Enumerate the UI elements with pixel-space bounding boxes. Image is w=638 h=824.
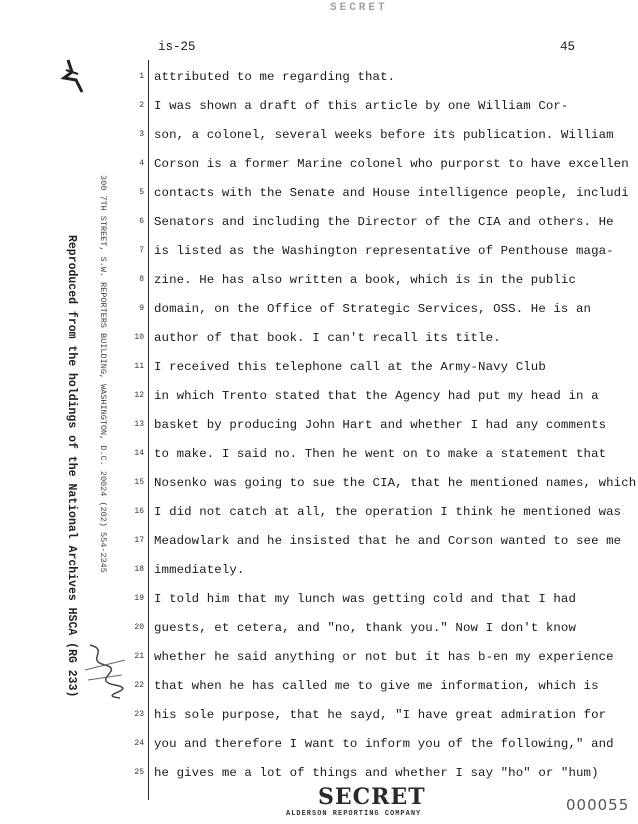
line-number: 8	[139, 275, 144, 284]
transcript-line: domain, on the Office of Strategic Services, OSS. He is an	[154, 302, 592, 316]
transcript-line: I did not catch at all, the operation I think he mentioned was	[154, 505, 622, 519]
line-number: 3	[139, 130, 144, 139]
line-number: 19	[134, 594, 144, 603]
line-number: 10	[134, 333, 144, 342]
transcript-line: I received this telephone call at the Army-Navy Club	[154, 360, 546, 374]
transcript-line: zine. He has also written a book, which is in the public	[154, 273, 576, 287]
line-number: 14	[134, 449, 144, 458]
transcript-line: author of that book. I can't recall its title.	[154, 331, 501, 345]
transcript-line: immediately.	[154, 563, 245, 577]
reporting-company: ALDERSON REPORTING COMPANY	[286, 810, 422, 818]
line-number: 2	[139, 101, 144, 110]
line-number: 6	[139, 217, 144, 226]
transcript-line: guests, et cetera, and "no, thank you." Now I don't know	[154, 621, 576, 635]
transcript-line: his sole purpose, that he sayd, "I have great admiration for	[154, 708, 607, 722]
transcript-line: I was shown a draft of this article by one William Cor-	[154, 99, 569, 113]
transcript-line: son, a colonel, several weeks before its publication. William	[154, 128, 614, 142]
line-number: 1	[139, 72, 144, 81]
line-number: 4	[139, 159, 144, 168]
transcript-line: contacts with the Senate and House intelligence people, includi	[154, 186, 629, 200]
transcript-line: you and therefore I want to inform you of the following," and	[154, 737, 614, 751]
scribble-mark-icon	[80, 640, 130, 700]
transcript-line: attributed to me regarding that.	[154, 70, 396, 84]
transcript-line: I told him that my lunch was getting cold and that I had	[154, 592, 576, 606]
transcript-line: is listed as the Washington representative of Penthouse maga-	[154, 244, 614, 258]
line-number: 13	[134, 420, 144, 429]
reporter-address: 300 7TH STREET, S.W. REPORTERS BUILDING, WASHINGTON, D.C. 20024 (202) 554-2345	[98, 175, 108, 573]
document-number: 000055	[566, 796, 630, 814]
transcript-line: basket by producing John Hart and whether I had any comments	[154, 418, 607, 432]
transcript-line: whether he said anything or not but it has b-en my experience	[154, 650, 614, 664]
line-number: 15	[134, 478, 144, 487]
top-classification-stamp: SECRET	[330, 2, 388, 14]
transcript-line: he gives me a lot of things and whether I say "ho" or "hum)	[154, 766, 599, 780]
transcript-line: Meadowlark and he insisted that he and Corson wanted to see me	[154, 534, 622, 548]
line-number: 16	[134, 507, 144, 516]
transcript-line: that when he has called me to give me information, which is	[154, 679, 599, 693]
line-number: 7	[139, 246, 144, 255]
line-number: 17	[134, 536, 144, 545]
line-number: 12	[134, 391, 144, 400]
handwritten-mark-icon	[60, 58, 88, 94]
transcript-line: in which Trento stated that the Agency had put my head in a	[154, 389, 599, 403]
line-number: 23	[134, 710, 144, 719]
secret-stamp: SECRET	[318, 784, 426, 810]
transcript-line: Nosenko was going to sue the CIA, that he mentioned names, which	[154, 476, 637, 490]
line-number: 9	[139, 304, 144, 313]
archive-reproduction-note: Reproduced from the holdings of the National Archives HSCA (RG 233)	[65, 235, 78, 698]
line-number: 24	[134, 739, 144, 748]
line-number: 21	[134, 652, 144, 661]
transcript-line: Senators and including the Director of the CIA and others. He	[154, 215, 614, 229]
transcript-line: to make. I said no. Then he went on to make a statement that	[154, 447, 607, 461]
line-number: 5	[139, 188, 144, 197]
transcript-line: Corson is a former Marine colonel who purporst to have excellen	[154, 157, 629, 171]
margin-rule	[148, 60, 149, 800]
line-number: 20	[134, 623, 144, 632]
line-number: 22	[134, 681, 144, 690]
line-number: 18	[134, 565, 144, 574]
page-number: 45	[560, 40, 576, 54]
line-number: 25	[134, 768, 144, 777]
page-id: is-25	[158, 40, 196, 54]
line-number: 11	[134, 362, 144, 371]
